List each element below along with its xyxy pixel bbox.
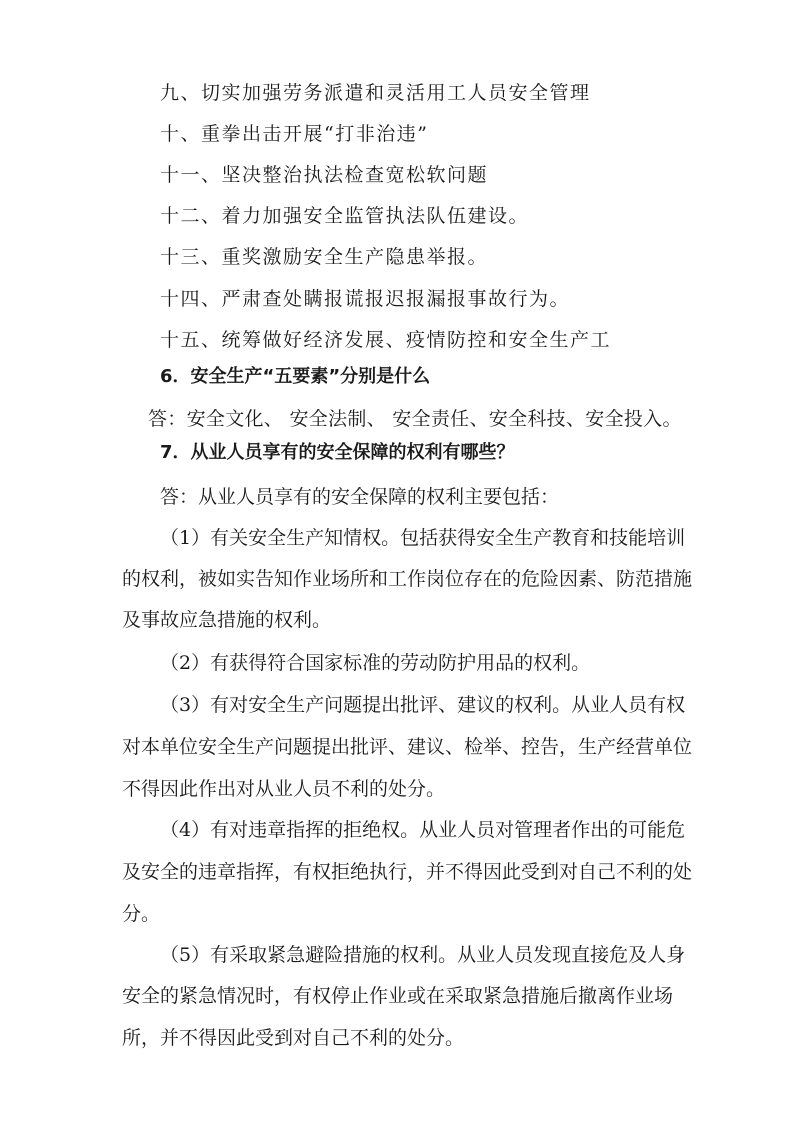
question-6-heading: 6．安全生产“五要素”分别是什么 bbox=[160, 366, 431, 387]
list-item-10: 十、重拳出击开展“打非治违” bbox=[160, 123, 429, 145]
paragraph-1-line-1: （1）有关安全生产知情权。包括获得安全生产教育和技能培训 bbox=[160, 527, 686, 549]
list-item-12: 十二、着力加强安全监管执法队伍建设。 bbox=[160, 205, 530, 227]
list-item-11: 十一、坚决整治执法检查宽松软问题 bbox=[160, 164, 489, 186]
list-item-9: 九、切实加强劳务派遣和灵活用工人员安全管理 bbox=[160, 82, 591, 104]
question-7-heading: 7．从业人员享有的安全保障的权利有哪些？ bbox=[160, 442, 515, 463]
paragraph-1-line-3: 及事故应急措施的权利。 bbox=[122, 609, 332, 631]
list-item-14: 十四、严肃查处瞒报谎报迟报漏报事故行为。 bbox=[160, 288, 571, 310]
paragraph-5-line-3: 所，并不得因此受到对自己不利的处分。 bbox=[122, 1027, 465, 1049]
question-6-answer: 答：安全文化、 安全法制、 安全责任、安全科技、安全投入。 bbox=[148, 408, 682, 430]
paragraph-4-line-2: 及安全的违章指挥，有权拒绝执行，并不得因此受到对自己不利的处 bbox=[122, 861, 693, 883]
question-7-intro: 答：从业人员享有的安全保障的权利主要包括： bbox=[160, 486, 560, 508]
paragraph-5-line-1: （5）有采取紧急避险措施的权利。从业人员发现直接危及人身 bbox=[160, 944, 686, 966]
list-item-13: 十三、重奖激励安全生产隐患举报。 bbox=[160, 246, 489, 268]
paragraph-3-line-3: 不得因此作出对从业人员不利的处分。 bbox=[122, 778, 446, 800]
paragraph-3-line-1: （3）有对安全生产问题提出批评、建议的权利。从业人员有权 bbox=[160, 694, 686, 716]
paragraph-3-line-2: 对本单位安全生产问题提出批评、建议、检举、控告，生产经营单位 bbox=[122, 736, 693, 758]
paragraph-1-line-2: 的权利，被如实告知作业场所和工作岗位存在的危险因素、防范措施 bbox=[122, 568, 693, 590]
paragraph-4-line-3: 分。 bbox=[122, 903, 161, 925]
paragraph-5-line-2: 安全的紧急情况时，有权停止作业或在采取紧急措施后撤离作业场 bbox=[122, 985, 674, 1007]
paragraph-2-line-1: （2）有获得符合国家标准的劳动防护用品的权利。 bbox=[160, 652, 591, 674]
list-item-15: 十五、统筹做好经济发展、疫情防控和安全生产工 bbox=[160, 329, 612, 351]
paragraph-4-line-1: （4）有对违章指挥的拒绝权。从业人员对管理者作出的可能危 bbox=[160, 819, 686, 841]
